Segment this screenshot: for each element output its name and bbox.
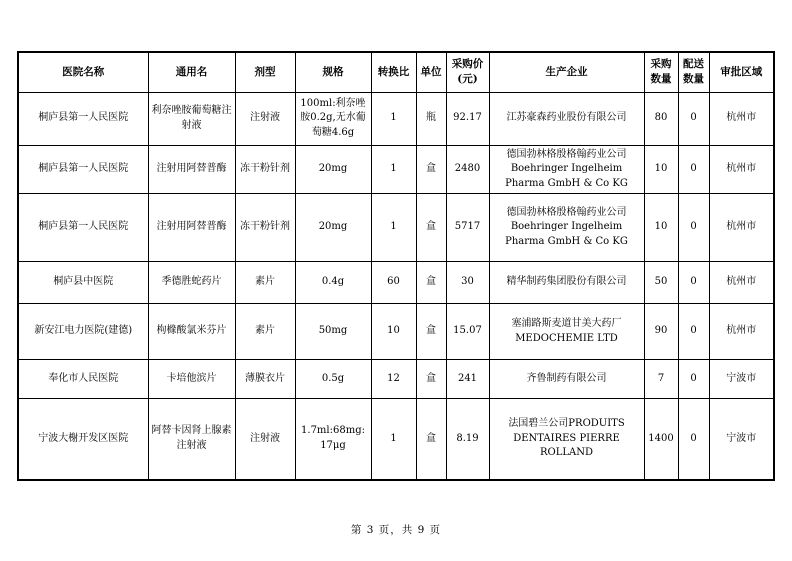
- cell-purchase-qty: 10: [644, 145, 678, 194]
- cell-generic-name: 注射用阿替普酶: [148, 194, 235, 262]
- table-row: [18, 194, 774, 262]
- cell-dosage-form: 冻干粉针剂: [235, 145, 295, 194]
- cell-generic-name: 阿替卡因肾上腺素注射液: [148, 399, 235, 480]
- cell-unit: 盒: [416, 360, 446, 399]
- cell-purchase-qty: 10: [644, 194, 678, 262]
- cell-region: 杭州市: [709, 262, 774, 304]
- table-row: [18, 92, 774, 145]
- procurement-table: [17, 51, 775, 481]
- cell-ratio: 10: [371, 304, 416, 360]
- cell-manufacturer: 江苏豪森药业股份有限公司: [489, 92, 644, 145]
- cell-generic-name: 利奈唑胺葡萄糖注射液: [148, 92, 235, 145]
- col-header-hospital: 医院名称: [18, 52, 148, 92]
- cell-hospital: 桐庐县第一人民医院: [18, 145, 148, 194]
- cell-delivery-qty: 0: [678, 360, 709, 399]
- cell-ratio: 1: [371, 399, 416, 480]
- cell-purchase-qty: 90: [644, 304, 678, 360]
- cell-generic-name: 枸橼酸氯米芬片: [148, 304, 235, 360]
- cell-delivery-qty: 0: [678, 399, 709, 480]
- table-row: [18, 304, 774, 360]
- cell-spec: 0.4g: [295, 262, 371, 304]
- cell-spec: 20mg: [295, 194, 371, 262]
- cell-unit: 盒: [416, 262, 446, 304]
- cell-delivery-qty: 0: [678, 194, 709, 262]
- cell-price: 241: [446, 360, 489, 399]
- cell-region: 杭州市: [709, 145, 774, 194]
- cell-ratio: 12: [371, 360, 416, 399]
- cell-price: 92.17: [446, 92, 489, 145]
- cell-spec: 1.7ml:68mg:17μg: [295, 399, 371, 480]
- cell-ratio: 60: [371, 262, 416, 304]
- cell-purchase-qty: 80: [644, 92, 678, 145]
- cell-region: 杭州市: [709, 194, 774, 262]
- cell-unit: 盒: [416, 145, 446, 194]
- col-header-price: 采购价(元): [446, 52, 489, 92]
- cell-generic-name: 注射用阿替普酶: [148, 145, 235, 194]
- cell-hospital: 桐庐县第一人民医院: [18, 194, 148, 262]
- cell-unit: 瓶: [416, 92, 446, 145]
- procurement-table-container: [17, 51, 773, 481]
- table-body: [18, 92, 774, 480]
- cell-hospital: 奉化市人民医院: [18, 360, 148, 399]
- cell-manufacturer: 精华制药集团股份有限公司: [489, 262, 644, 304]
- cell-hospital: 宁波大榭开发区医院: [18, 399, 148, 480]
- cell-dosage-form: 素片: [235, 262, 295, 304]
- cell-hospital: 桐庐县中医院: [18, 262, 148, 304]
- cell-price: 5717: [446, 194, 489, 262]
- col-header-delivery-qty: 配送数量: [678, 52, 709, 92]
- cell-dosage-form: 注射液: [235, 92, 295, 145]
- col-header-region: 审批区域: [709, 52, 774, 92]
- col-header-unit: 单位: [416, 52, 446, 92]
- table-header-row: [18, 52, 774, 92]
- cell-region: 宁波市: [709, 360, 774, 399]
- cell-delivery-qty: 0: [678, 145, 709, 194]
- cell-spec: 0.5g: [295, 360, 371, 399]
- cell-region: 杭州市: [709, 92, 774, 145]
- cell-spec: 20mg: [295, 145, 371, 194]
- cell-delivery-qty: 0: [678, 304, 709, 360]
- cell-generic-name: 卡培他滨片: [148, 360, 235, 399]
- cell-spec: 50mg: [295, 304, 371, 360]
- cell-dosage-form: 冻干粉针剂: [235, 194, 295, 262]
- cell-manufacturer: 德国勃林格殷格翰药业公司Boehringer Ingelheim Pharma GmbH & Co KG: [489, 145, 644, 194]
- col-header-spec: 规格: [295, 52, 371, 92]
- cell-price: 30: [446, 262, 489, 304]
- col-header-dosage-form: 剂型: [235, 52, 295, 92]
- cell-delivery-qty: 0: [678, 262, 709, 304]
- col-header-generic-name: 通用名: [148, 52, 235, 92]
- cell-hospital: 桐庐县第一人民医院: [18, 92, 148, 145]
- col-header-ratio: 转换比: [371, 52, 416, 92]
- cell-spec: 100ml:利奈唑胺0.2g,无水葡萄糖4.6g: [295, 92, 371, 145]
- cell-purchase-qty: 50: [644, 262, 678, 304]
- cell-region: 杭州市: [709, 304, 774, 360]
- cell-unit: 盒: [416, 399, 446, 480]
- cell-unit: 盒: [416, 194, 446, 262]
- cell-manufacturer: 塞浦路斯麦道甘美大药厂MEDOCHEMIE LTD: [489, 304, 644, 360]
- cell-purchase-qty: 7: [644, 360, 678, 399]
- col-header-purchase-qty: 采购数量: [644, 52, 678, 92]
- col-header-manufacturer: 生产企业: [489, 52, 644, 92]
- table-row: [18, 145, 774, 194]
- cell-dosage-form: 薄膜衣片: [235, 360, 295, 399]
- cell-price: 15.07: [446, 304, 489, 360]
- cell-generic-name: 季德胜蛇药片: [148, 262, 235, 304]
- cell-dosage-form: 素片: [235, 304, 295, 360]
- cell-manufacturer: 德国勃林格殷格翰药业公司Boehringer Ingelheim Pharma GmbH & Co KG: [489, 194, 644, 262]
- cell-dosage-form: 注射液: [235, 399, 295, 480]
- cell-ratio: 1: [371, 92, 416, 145]
- cell-hospital: 新安江电力医院(建德): [18, 304, 148, 360]
- table-row: [18, 399, 774, 480]
- cell-ratio: 1: [371, 194, 416, 262]
- cell-price: 2480: [446, 145, 489, 194]
- cell-region: 宁波市: [709, 399, 774, 480]
- cell-price: 8.19: [446, 399, 489, 480]
- table-row: [18, 262, 774, 304]
- cell-unit: 盒: [416, 304, 446, 360]
- cell-ratio: 1: [371, 145, 416, 194]
- cell-manufacturer: 法国碧兰公司PRODUITS DENTAIRES PIERRE ROLLAND: [489, 399, 644, 480]
- cell-manufacturer: 齐鲁制药有限公司: [489, 360, 644, 399]
- cell-delivery-qty: 0: [678, 92, 709, 145]
- table-row: [18, 360, 774, 399]
- page-number-footer: 第 3 页，共 9 页: [350, 524, 442, 536]
- cell-purchase-qty: 1400: [644, 399, 678, 480]
